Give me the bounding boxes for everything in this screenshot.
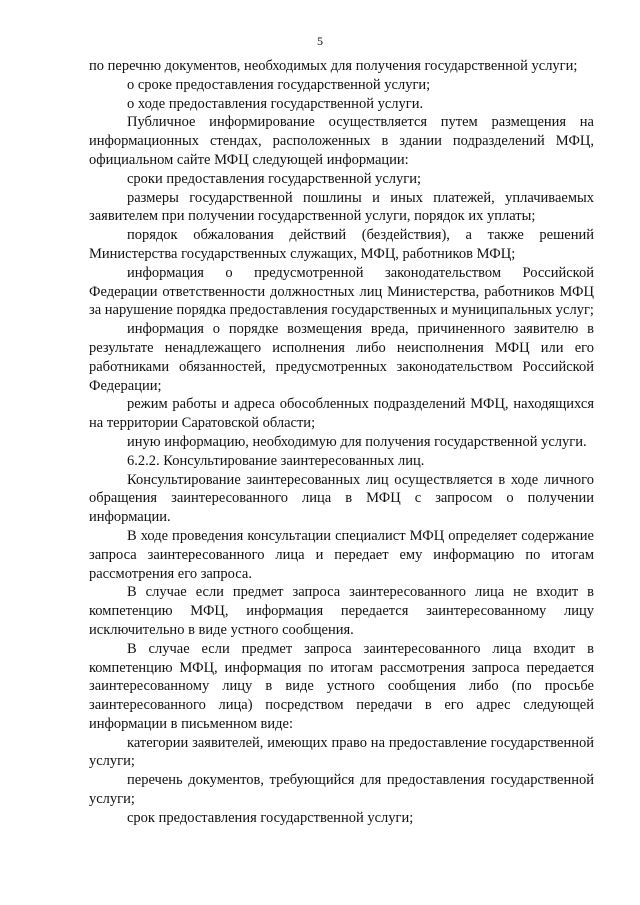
section-heading: 6.2.2. Консультирование заинтересованных лиц. bbox=[127, 452, 425, 469]
paragraph: иную информацию, необходимую для получения государственной услуги. bbox=[127, 433, 587, 450]
paragraph: категории заявителей, имеющих право на предоставление государственной услуги; bbox=[89, 734, 594, 770]
paragraph: срок предоставления государственной услуги; bbox=[127, 809, 414, 826]
paragraph: Публичное информирование осуществляется путем размещения на информационных стендах, расположенных в здании подразделений МФЦ, официальном сайте МФЦ следующей информации: bbox=[89, 114, 594, 168]
page-number: 5 bbox=[317, 34, 323, 48]
paragraph: В случае если предмет запроса заинтересованного лица не входит в компетенцию МФЦ, информация передается заинтересованному лицу исключительно в виде устного сообщения. bbox=[89, 584, 594, 638]
paragraph: размеры государственной пошлины и иных платежей, уплачиваемых заявителем при получении государственной услуги, порядок их уплаты; bbox=[89, 189, 594, 225]
paragraph: о ходе предоставления государственной услуги. bbox=[127, 95, 424, 112]
paragraph: о сроке предоставления государственной услуги; bbox=[127, 76, 431, 93]
paragraph: порядок обжалования действий (бездействия), а также решений Министерства государственных служащих, МФЦ, работников МФЦ; bbox=[89, 227, 594, 262]
paragraph: по перечню документов, необходимых для получения государственной услуги; bbox=[89, 58, 578, 74]
paragraph: перечень документов, требующийся для предоставления государственной услуги; bbox=[89, 772, 594, 808]
paragraph: режим работы и адреса обособленных подразделений МФЦ, находящихся на территории Саратовской области; bbox=[89, 396, 594, 432]
document-body bbox=[89, 57, 594, 828]
paragraph: информация о предусмотренной законодательством Российской Федерации ответственности должностных лиц Министерства, работников МФЦ за нарушение порядка предоставления государственных и муниципальных услуг; bbox=[89, 264, 594, 319]
paragraph: В случае если предмет запроса заинтересованного лица входит в компетенцию МФЦ, информация по итогам рассмотрения запроса передается заинтересованному лицу в виде устного сообщения либо (по просьбе заинтересованного лица) посредством передачи в его адрес следующей информации в письменном виде: bbox=[89, 640, 594, 732]
paragraph: информация о порядке возмещения вреда, причиненного заявителю в результате ненадлежащего исполнения либо неисполнения МФЦ или его работниками обязанностей, предусмотренных законодательством Российской Федерации; bbox=[89, 321, 594, 394]
paragraph: сроки предоставления государственной услуги; bbox=[127, 170, 422, 187]
paragraph: Консультирование заинтересованных лиц осуществляется в ходе личного обращения заинтересованного лица в МФЦ с запросом о получении информации. bbox=[89, 471, 594, 526]
paragraph: В ходе проведения консультации специалист МФЦ определяет содержание запроса заинтересованного лица и передает ему информацию по итогам рассмотрения его запроса. bbox=[89, 527, 594, 582]
